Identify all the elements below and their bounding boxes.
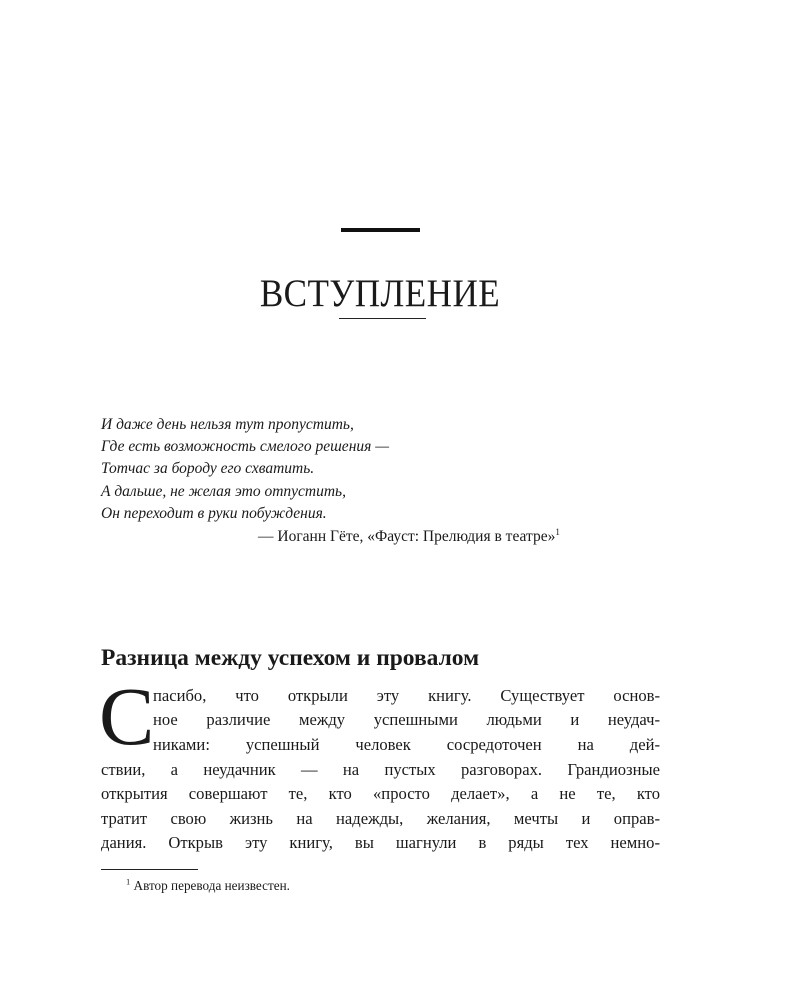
footnote (126, 877, 290, 895)
attribution-text: — Иоганн Гёте, «Фауст: Прелюдия в театре» (258, 528, 556, 545)
section-heading: Разница между успехом и провалом (101, 645, 480, 671)
body-text-line: тратит свою жизнь на надежды, желания, мечты и оправ- (101, 809, 660, 828)
body-text-line: пасибо, что открыли эту книгу. Существует основ- (153, 686, 660, 705)
chapter-title: ВСТУПЛЕНИЕ (259, 272, 501, 315)
drop-cap: С (99, 670, 155, 762)
body-text-line: ствии, а неудачник — на пустых разговорах. Грандиозные (101, 760, 660, 779)
body-text-line: ное различие между успешными людьми и неудач- (153, 710, 660, 729)
footnote-text: Автор перевода неизвестен. (133, 878, 290, 893)
chapter-top-rule (341, 228, 420, 232)
epigraph-line: И даже день нельзя тут пропустить, (101, 416, 354, 433)
footnote-mark: 1 (126, 876, 131, 887)
epigraph-line: Где есть возможность смелого решения — (101, 438, 389, 456)
footnote-rule (101, 869, 198, 870)
epigraph-attribution (258, 526, 678, 548)
body-text-line: дания. Открыв эту книгу, вы шагнули в ряды тех немно- (101, 833, 660, 852)
epigraph-line: Тотчас за бороду его схватить. (101, 460, 315, 478)
epigraph-line: А дальше, не желая это отпустить, (101, 482, 346, 500)
footnote-reference: 1 (555, 526, 560, 537)
epigraph-line: Он переходит в руки побуждения. (101, 504, 327, 522)
body-text-line: никами: успешный человек сосредоточен на дей- (153, 735, 660, 754)
epigraph (101, 414, 681, 525)
body-text-line: открытия совершают те, кто «просто делает», а не те, кто (101, 784, 660, 803)
chapter-title-underline (339, 318, 426, 319)
